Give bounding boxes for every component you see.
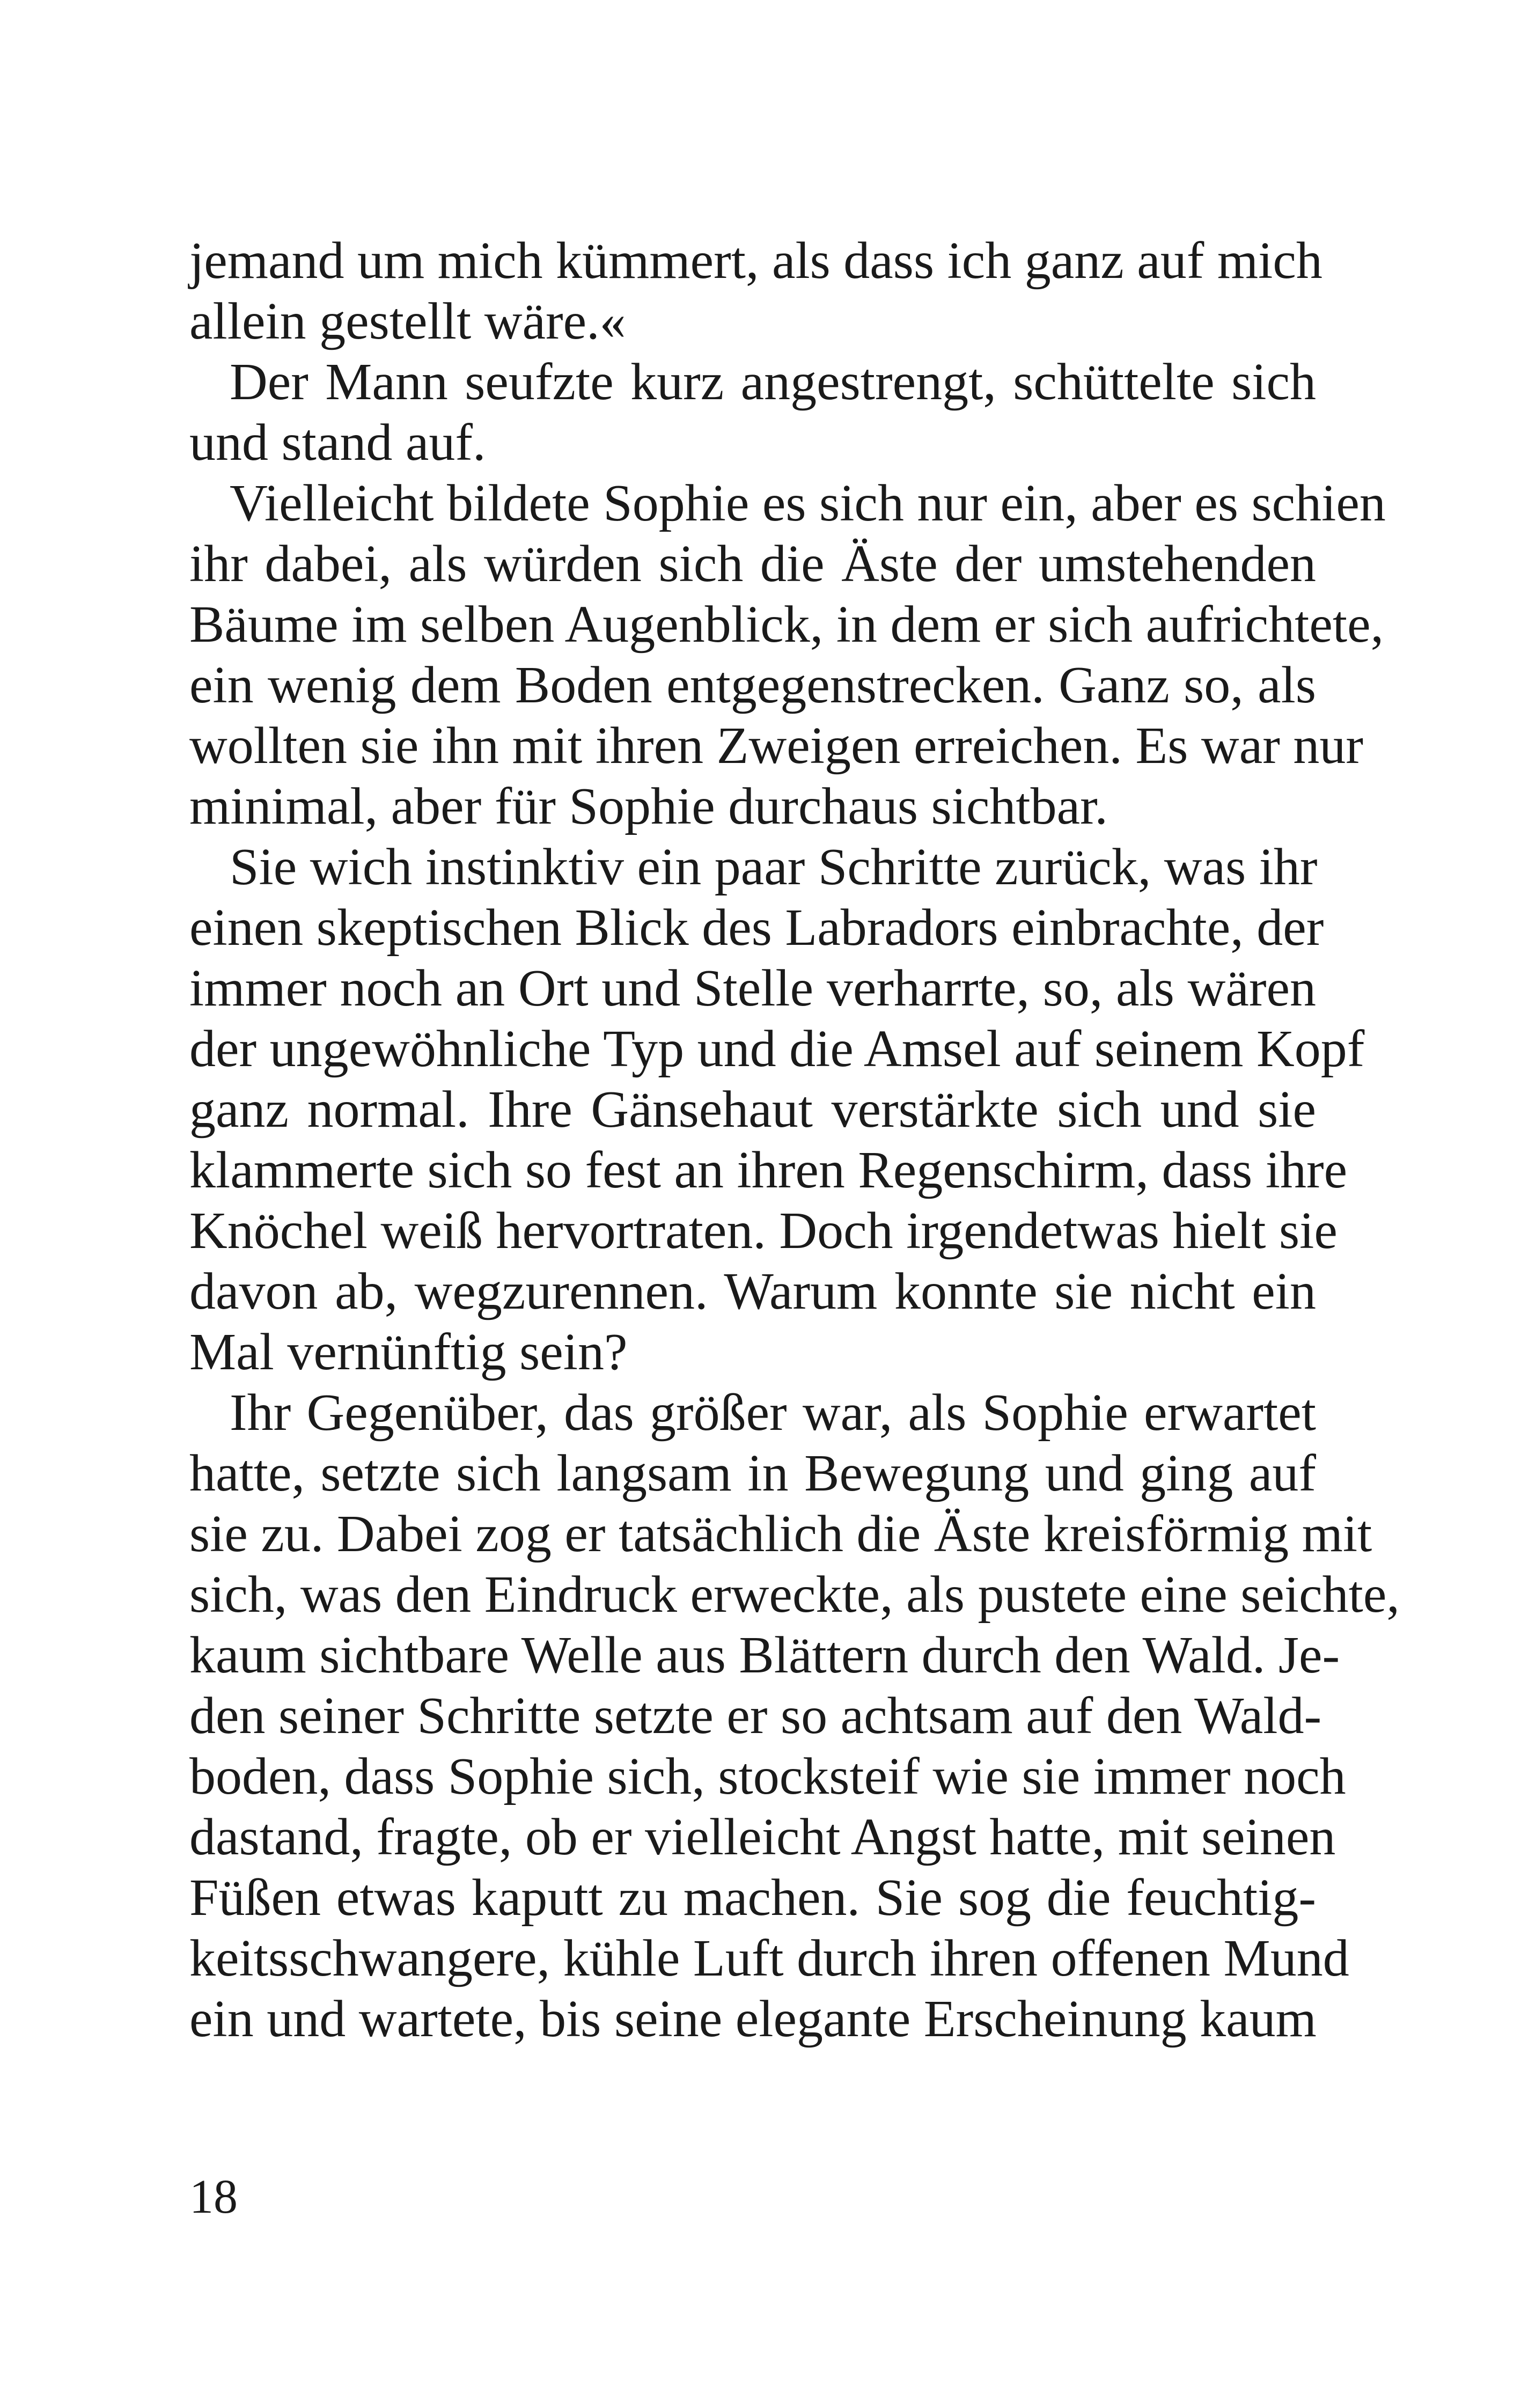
text-line: ganz normal. Ihre Gänsehaut verstärkte sich und sie (189, 1081, 1316, 1139)
text-line: sich, was den Eindruck erweckte, als pustete eine seichte, (189, 1566, 1400, 1624)
text-line: wollten sie ihn mit ihren Zweigen erreichen. Es war nur (189, 717, 1363, 775)
text-line: ein und wartete, bis seine elegante Erscheinung kaum (189, 1990, 1317, 2048)
text-line: keitsschwangere, kühle Luft durch ihren offenen Mund (189, 1929, 1349, 1987)
text-line: der ungewöhnliche Typ und die Amsel auf seinem Kopf (189, 1020, 1365, 1078)
text-line: Vielleicht bildete Sophie es sich nur ein, aber es schien (230, 474, 1386, 532)
text-line: sie zu. Dabei zog er tatsächlich die Äste kreisförmig mit (189, 1505, 1372, 1563)
text-line: Bäume im selben Augenblick, in dem er sich aufrichtete, (189, 596, 1384, 654)
text-line: jemand um mich kümmert, als dass ich ganz auf mich (189, 232, 1322, 290)
text-line: Knöchel weiß hervortraten. Doch irgendetwas hielt sie (189, 1202, 1338, 1260)
text-line: minimal, aber für Sophie durchaus sichtbar. (189, 777, 1108, 835)
text-line: einen skeptischen Blick des Labradors einbrachte, der (189, 899, 1324, 957)
body-text (189, 231, 1400, 2050)
text-line: dastand, fragte, ob er vielleicht Angst hatte, mit seinen (189, 1808, 1336, 1866)
text-line: Mal vernünftig sein? (189, 1323, 628, 1381)
text-line: ihr dabei, als würden sich die Äste der umstehenden (189, 535, 1316, 593)
text-line: Füßen etwas kaputt zu machen. Sie sog die feuchtig- (189, 1869, 1316, 1927)
text-line: klammerte sich so fest an ihren Regenschirm, dass ihre (189, 1141, 1348, 1199)
text-line: boden, dass Sophie sich, stocksteif wie sie immer noch (189, 1748, 1346, 1805)
text-line: Ihr Gegenüber, das größer war, als Sophie erwartet (230, 1384, 1316, 1442)
text-line: immer noch an Ort und Stelle verharrte, so, als wären (189, 959, 1316, 1017)
text-line: kaum sichtbare Welle aus Blättern durch den Wald. Je- (189, 1626, 1340, 1684)
text-line: hatte, setzte sich langsam in Bewegung und ging auf (189, 1444, 1316, 1502)
text-line: den seiner Schritte setzte er so achtsam auf den Wald- (189, 1687, 1322, 1745)
text-line: Der Mann seufzte kurz angestrengt, schüttelte sich (230, 353, 1316, 411)
text-line: Sie wich instinktiv ein paar Schritte zurück, was ihr (230, 838, 1318, 896)
text-line: davon ab, wegzurennen. Warum konnte sie nicht ein (189, 1262, 1316, 1320)
text-line: und stand auf. (189, 414, 486, 472)
text-line: allein gestellt wäre.« (189, 292, 626, 350)
text-line: ein wenig dem Boden entgegenstrecken. Ganz so, als (189, 656, 1316, 714)
page-number: 18 (189, 2170, 238, 2223)
